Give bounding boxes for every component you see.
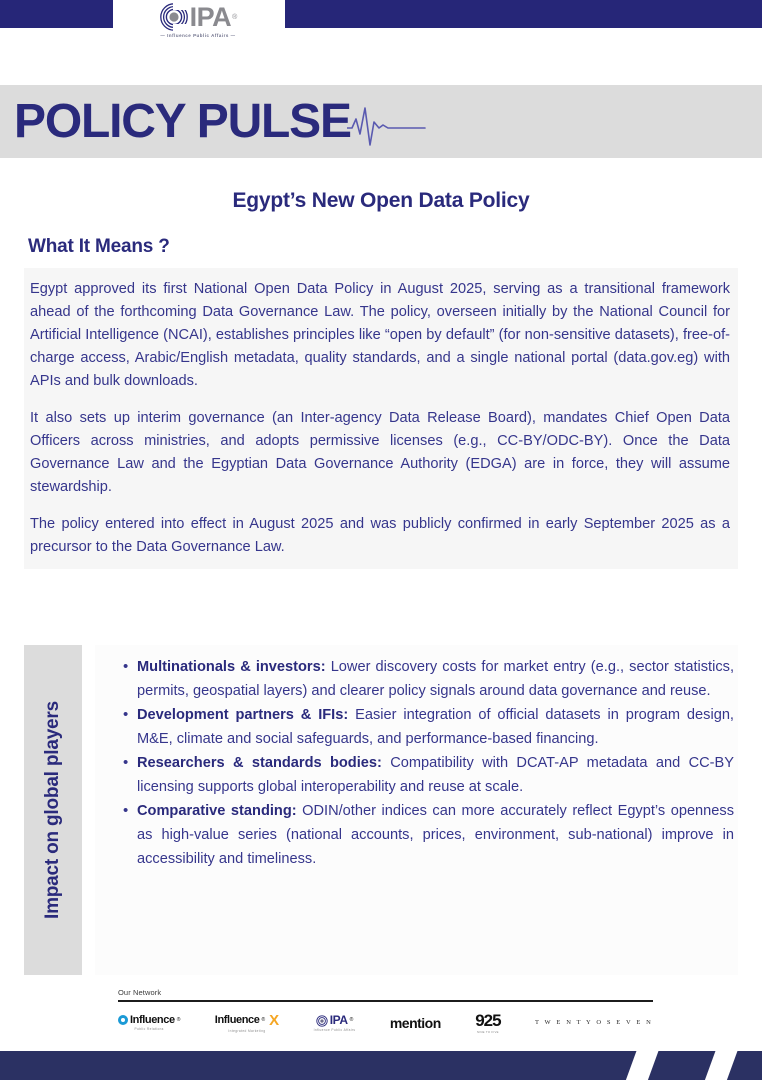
partner-logo-ipa	[314, 1013, 356, 1032]
section-heading-what-it-means: What It Means ?	[28, 236, 170, 257]
partner-name: T W E N T Y O S E V E N	[535, 1019, 653, 1026]
brand-logo-wordmark: IPA	[189, 2, 232, 32]
article-paragraph: It also sets up interim governance (an Inter-agency Data Release Board), mandates Chief Open Data Officers across ministries, and adopts permissive licenses (e.g., CC-BY/ODC-BY). Once the Data Governance Law and the Egyptian Data Governance Authority (EDGA) are in force, they will assume stewardship.	[30, 410, 730, 495]
impact-side-label: Impact on global players	[42, 701, 64, 919]
list-item-text: ODIN/other indices can more accurately reflect Egypt’s openness as high-value series (national accounts, prices, environment, sub-national) improve in accessibility and timeliness.	[137, 803, 734, 867]
partner-logo-925-row	[475, 1012, 500, 1029]
partner-tagline: NINE TO FIVE	[476, 1029, 499, 1034]
partner-logo-influence-row	[118, 1014, 180, 1026]
partner-logo-mention	[390, 1015, 441, 1031]
influence-dot-icon	[118, 1015, 128, 1025]
ipa-concentric-circles-icon	[316, 1014, 328, 1026]
partner-logo-twenty-o-seven	[535, 1019, 653, 1026]
partner-tagline: Influence Public Affairs	[313, 1028, 356, 1032]
impact-bullet-list	[95, 655, 738, 871]
top-bar-left-block	[0, 0, 113, 28]
article-body-panel	[24, 268, 738, 569]
partner-logo-influence-x-row	[215, 1013, 279, 1028]
partner-logo-ipa-row	[316, 1013, 354, 1027]
article-paragraph: The policy entered into effect in August 2025 and was publicly confirmed in early September 2025 as a precursor to the Data Governance Law.	[30, 516, 730, 555]
list-item	[137, 655, 736, 703]
partner-logo-925	[475, 1012, 500, 1034]
page-title: Egypt’s New Open Data Policy	[232, 189, 530, 212]
list-item-lead: Development partners & IFIs:	[137, 707, 349, 723]
partner-name: mention	[389, 1014, 441, 1031]
partner-tagline: Integrated Marketing	[228, 1028, 266, 1033]
list-item-text: Compatibility with DCAT-AP metadata and CC-BY licensing supports global interoperability and reuse at scale.	[137, 755, 734, 795]
list-item	[137, 751, 736, 799]
article-paragraph: Egypt approved its first National Open Data Policy in August 2025, serving as a transitional framework ahead of the forthcoming Data Governance Law. The policy, overseen initially by the National Council for Artificial Intelligence (NCAI), establishes principles like “open by default” (for non-sensitive datasets), free-of-charge access, Arabic/English metadata, quality standards, and a single national portal (data.gov.eg) with APIs and bulk downloads.	[30, 281, 730, 389]
bottom-footer-bar	[0, 1051, 762, 1080]
list-item-lead: Comparative standing:	[137, 803, 297, 819]
impact-content-panel	[95, 645, 738, 975]
partner-name: 925	[475, 1010, 501, 1030]
policy-pulse-banner	[0, 85, 762, 158]
brand-logo	[133, 2, 263, 48]
list-item-lead: Multinationals & investors:	[137, 659, 326, 675]
top-bar-right-block	[285, 0, 762, 28]
list-item-text: Lower discovery costs for market entry (e.g., sector statistics, permits, geospatial layers) and clearer policy signals around data governance and reuse.	[137, 659, 734, 699]
partner-logo-influence-x	[215, 1013, 279, 1033]
registered-trademark-icon: ®	[261, 1017, 266, 1023]
impact-section	[24, 645, 738, 975]
list-item	[137, 799, 736, 871]
banner-title: POLICY PULSE	[14, 94, 351, 148]
list-item-text: Easier integration of official datasets in program design, M&E, climate and social safeguards, and performance-based financing.	[137, 707, 734, 747]
registered-trademark-icon: ®	[232, 13, 238, 21]
partner-logo-mention-row	[390, 1015, 441, 1031]
partner-logo-row	[118, 1010, 653, 1036]
partner-name: Influence	[130, 1014, 175, 1026]
partner-tagline: Public Relations	[134, 1027, 164, 1031]
list-item	[137, 703, 736, 751]
ipa-concentric-circles-icon	[159, 2, 189, 32]
our-network-section	[118, 988, 653, 1036]
brand-logo-row	[159, 2, 238, 32]
partner-name: Influence	[214, 1014, 260, 1026]
our-network-divider	[118, 1000, 653, 1002]
brand-logo-tagline: — Influence Public Affairs —	[160, 33, 236, 38]
partner-logo-twenty-o-seven-row	[535, 1019, 653, 1026]
registered-trademark-icon: ®	[176, 1017, 181, 1023]
registered-trademark-icon: ®	[349, 1017, 354, 1023]
partner-logo-influence	[118, 1014, 180, 1031]
list-item-lead: Researchers & standards bodies:	[137, 755, 382, 771]
partner-name: IPA	[329, 1013, 348, 1027]
impact-side-label-box	[24, 645, 82, 975]
ekg-pulse-line-icon	[347, 104, 427, 153]
x-mark-icon: X	[269, 1011, 280, 1029]
our-network-title: Our Network	[118, 988, 162, 997]
top-header-bar	[0, 0, 762, 28]
